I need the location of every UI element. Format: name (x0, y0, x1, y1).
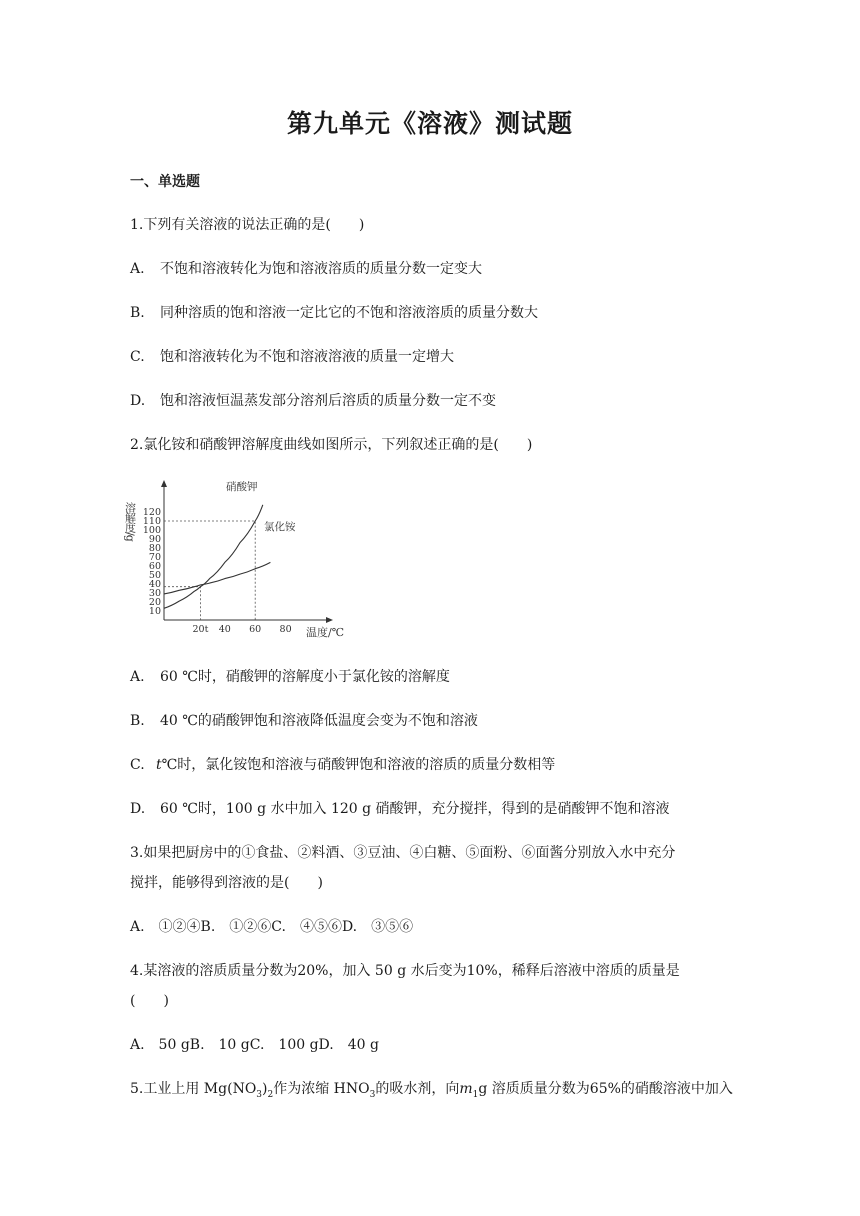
guide-line (164, 521, 255, 620)
y-axis-arrow (161, 480, 167, 487)
y-tick-label: 70 (148, 552, 161, 563)
q3-options[interactable]: A. ①②④B. ①②⑥C. ④⑤⑥D. ③⑤⑥ (130, 919, 414, 935)
solubility-chart (123, 472, 358, 642)
q5-sub-4: 1 (472, 1089, 479, 1100)
option-letter: B. (130, 713, 145, 729)
x-tick-label: 80 (279, 624, 292, 635)
q1-option-d[interactable] (130, 390, 496, 410)
y-tick-label: 80 (148, 543, 161, 554)
series-line (164, 562, 270, 594)
y-tick-label: 20 (148, 597, 161, 608)
option-text: 饱和溶液恒温蒸发部分溶剂后溶质的质量分数一定不变 (160, 393, 496, 409)
q5-text-4: 的吸水剂，向 (375, 1081, 460, 1097)
y-tick-label: 40 (148, 579, 161, 590)
chart-xlabel: 温度/℃ (306, 626, 345, 639)
q5-text-1: 5.工业上用 Mg(NO (130, 1081, 257, 1097)
series-lines (164, 505, 270, 609)
page-title: 第九单元《溶液》测试题 (286, 109, 573, 138)
option-text: 不饱和溶液转化为饱和溶液溶质的质量分数一定变大 (160, 261, 482, 277)
question-1-stem: 1.下列有关溶液的说法正确的是( ) (130, 217, 365, 233)
q2-option-d[interactable] (130, 798, 670, 818)
q5-text-5: g 溶质质量分数为65%的硝酸溶液中加入 (478, 1081, 733, 1097)
option-text: 60 ℃时，硝酸钾的溶解度小于氯化铵的溶解度 (160, 669, 450, 685)
q5-variable-m: m (459, 1081, 473, 1097)
x-axis-arrow (326, 617, 333, 623)
q5-text-3: 作为浓缩 HNO (273, 1081, 370, 1097)
q5-sub-2: 2 (267, 1089, 274, 1100)
y-tick-label: 100 (142, 525, 161, 536)
y-tick-label: 10 (148, 606, 161, 617)
y-tick-label: 110 (142, 516, 161, 527)
option-text: 40 ℃的硝酸钾饱和溶液降低温度会变为不饱和溶液 (160, 713, 478, 729)
section-heading: 一、单选题 (130, 174, 200, 190)
option-letter: B. (130, 305, 145, 321)
q1-option-c[interactable] (130, 346, 454, 366)
q5-text-2: ) (262, 1081, 268, 1097)
x-tick-labels (193, 624, 292, 635)
q4-options[interactable]: A. 50 gB. 10 gC. 100 gD. 40 g (130, 1037, 379, 1053)
question-5-stem (130, 1078, 733, 1100)
series-label: 氯化铵 (264, 521, 296, 533)
option-letter: D. (130, 393, 146, 409)
y-tick-label: 30 (148, 588, 161, 599)
option-text: 同种溶质的饱和溶液一定比它的不饱和溶液溶质的质量分数大 (160, 305, 538, 321)
question-4-stem-line2: ( ) (130, 993, 169, 1009)
option-text: 饱和溶液转化为不饱和溶液溶液的质量一定增大 (160, 349, 454, 365)
guide-lines (164, 521, 255, 620)
question-4-stem-line1: 4.某溶液的溶质质量分数为20%，加入 50 g 水后变为10%，稀释后溶液中溶质的质量是 (130, 963, 680, 979)
q1-option-a[interactable] (130, 258, 482, 278)
q2-option-a[interactable] (130, 666, 450, 686)
question-2-stem: 2.氯化铵和硝酸钾溶解度曲线如图所示，下列叙述正确的是( ) (130, 437, 533, 453)
y-tick-label: 50 (148, 570, 161, 581)
guide-line (164, 587, 200, 620)
q2-option-c[interactable] (130, 754, 555, 774)
chart-ylabel: 溶解度/g (123, 502, 137, 541)
y-tick-label: 90 (148, 534, 161, 545)
y-tick-label: 60 (148, 561, 161, 572)
option-letter: D. (130, 801, 146, 817)
option-letter: C. (130, 757, 145, 773)
y-tick-label: 120 (142, 507, 161, 518)
series-labels (226, 480, 296, 533)
option-variable: t (156, 757, 162, 773)
q5-sub-3: 3 (369, 1089, 376, 1100)
option-letter: A. (130, 261, 145, 277)
x-tick-label: 40 (218, 624, 231, 635)
q2-option-b[interactable] (130, 710, 478, 730)
question-3-stem-line2: 搅拌，能够得到溶液的是( ) (130, 875, 323, 891)
option-letter: A. (130, 669, 145, 685)
question-3-stem-line1: 3.如果把厨房中的①食盐、②料酒、③豆油、④白糖、⑤面粉、⑥面酱分别放入水中充分 (130, 845, 676, 861)
option-letter: C. (130, 349, 145, 365)
x-tick-label: 20t (192, 624, 209, 635)
q5-sub-1: 3 (256, 1089, 263, 1100)
series-label: 硝酸钾 (226, 481, 258, 493)
q1-option-b[interactable] (130, 302, 538, 322)
series-line (164, 505, 263, 609)
option-text: 60 ℃时，100 g 水中加入 120 g 硝酸钾，充分搅拌，得到的是硝酸钾不饱和溶液 (160, 801, 670, 817)
y-tick-labels (143, 507, 161, 617)
option-text: ℃时，氯化铵饱和溶液与硝酸钾饱和溶液的溶质的质量分数相等 (161, 757, 556, 773)
x-tick-label: 60 (249, 624, 262, 635)
